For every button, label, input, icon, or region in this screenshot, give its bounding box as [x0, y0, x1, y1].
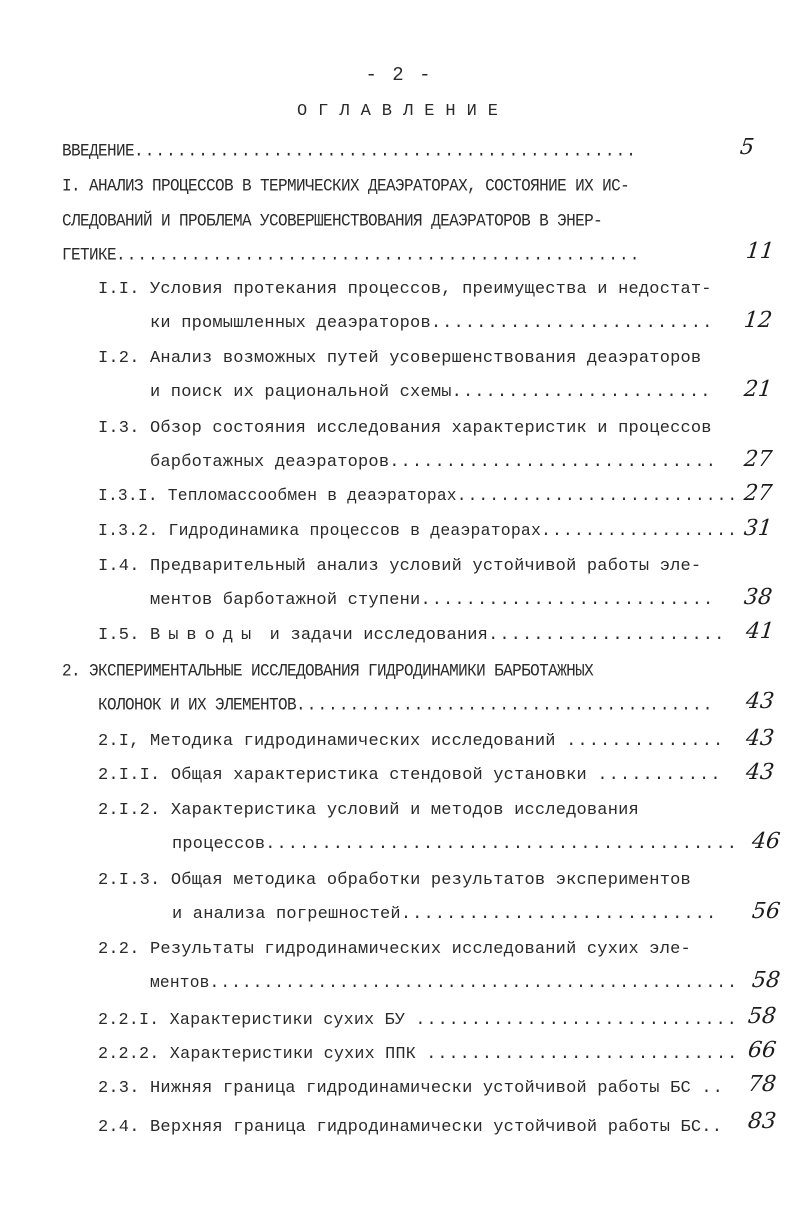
toc-section-number: 2.3. [98, 1079, 140, 1098]
toc-section-number: I.4. [98, 557, 140, 576]
toc-page-number: 58 [750, 968, 782, 993]
toc-title: ОГЛАВЛЕНИЕ [296, 102, 510, 121]
dot-leader: ......................... [430, 314, 714, 333]
toc-page-number: 5 [738, 135, 756, 160]
toc-entry-text: Общая методика обработки результатов экспериментов [170, 871, 691, 890]
toc-section-1-3-line2 [150, 452, 717, 474]
toc-entry-text: ВВЕДЕНИЕ [62, 140, 135, 162]
toc-section-2-2-2 [98, 1044, 738, 1066]
dot-leader: ............................................... [134, 140, 637, 162]
toc-page-number: 43 [744, 726, 776, 751]
toc-section-number: 2.I, [98, 732, 140, 751]
toc-section-1-2-line2 [150, 382, 712, 404]
dot-leader: ................................................. [209, 974, 738, 993]
toc-page-number: 21 [742, 377, 774, 402]
toc-section-2-1-3-line1 [98, 870, 691, 892]
toc-entry-text: Обзор состояния исследования характеристик и процессов [150, 419, 712, 438]
toc-page-number: 66 [746, 1038, 778, 1063]
toc-page-number: 38 [742, 585, 774, 610]
toc-section-2-2-line2 [150, 973, 738, 995]
toc-entry-text: Условия протекания процессов, преимущества и недостат- [150, 280, 712, 299]
dot-leader: ............................ [426, 1045, 739, 1064]
dot-leader: ................................................. [116, 244, 641, 266]
toc-section-1-1-line1 [98, 279, 712, 301]
toc-section-1-4-line2 [150, 590, 714, 612]
toc-entry-text: Характеристика условий и методов исследования [170, 801, 639, 820]
dot-leader: .. [701, 1079, 724, 1098]
toc-section-number: I.2. [98, 349, 140, 368]
toc-page-number: 58 [746, 1004, 778, 1029]
toc-section-number: 2.I.3. [98, 871, 161, 890]
dot-leader: ........... [597, 766, 722, 785]
toc-section-1-2-line1 [98, 348, 701, 370]
toc-section-1-3-1 [98, 486, 738, 508]
toc-section-number: 2.2.2. [98, 1045, 160, 1064]
toc-chapter-2-line1: 2. ЭКСПЕРИМЕНТАЛЬНЫЕ ИССЛЕДОВАНИЯ ГИДРОДИНАМИКИ БАРБОТАЖНЫХ [62, 660, 594, 682]
toc-entry-text: ментов [150, 974, 210, 993]
dot-leader: .................. [541, 522, 738, 541]
toc-entry-text: и анализа погрешностей [172, 905, 401, 924]
toc-entry-text: Анализ возможных путей усовершенствования деаэраторов [150, 349, 702, 368]
toc-entry-text: Верхняя граница гидродинамически устойчивой работы БС. [150, 1118, 712, 1137]
toc-section-1-5 [98, 625, 725, 647]
toc-entry-text: барботажных деаэраторов [150, 453, 390, 472]
toc-section-1-3-2 [98, 521, 738, 543]
page-number: - 2 - [365, 64, 433, 86]
toc-entry-text: Предварительный анализ условий устойчивой работы эле- [150, 557, 702, 576]
toc-entry-text: ментов барботажной ступени [150, 591, 421, 610]
toc-entry-text: Гидродинамика процессов в деаэраторах [168, 522, 542, 541]
toc-section-2-1 [98, 731, 724, 753]
toc-entry-text: ки промышленных деаэраторов [150, 314, 431, 333]
toc-page-number: 46 [750, 829, 782, 854]
toc-section-2-1-3-line2 [172, 904, 717, 926]
dot-leader: ............................. [415, 1011, 738, 1030]
toc-page-number: 78 [746, 1072, 778, 1097]
dot-leader: .......................... [456, 487, 739, 506]
toc-section-2-1-2-line1 [98, 800, 639, 822]
toc-page-number: 56 [750, 899, 782, 924]
toc-entry-text: Характеристики сухих ППК [169, 1045, 416, 1064]
toc-page-number: 27 [742, 447, 774, 472]
dot-leader: . [711, 1118, 724, 1137]
dot-leader: ............................ [400, 905, 718, 924]
toc-section-1-3-line1 [98, 418, 712, 440]
dot-leader: ............................. [389, 453, 717, 472]
toc-chapter-1-line3 [62, 243, 640, 268]
toc-entry-text: Тепломассообмен в деаэраторах [167, 487, 457, 506]
toc-section-1-4-line1 [98, 556, 701, 578]
toc-chapter-1-line2: СЛЕДОВАНИЙ И ПРОБЛЕМА УСОВЕРШЕНСТВОВАНИЯ ДЕАЭРАТОРОВ В ЭНЕР- [62, 210, 603, 232]
toc-entry-text: Нижняя граница гидродинамически устойчивой работы БС [150, 1079, 691, 1098]
toc-entry-intro [62, 139, 637, 164]
toc-entry-text: КОЛОНОК И ИХ ЭЛЕМЕНТОВ [98, 694, 297, 716]
toc-section-number: 2.4. [98, 1118, 140, 1137]
toc-section-number: I.3.2. [98, 522, 159, 541]
toc-section-number: 2.I.I. [98, 766, 161, 785]
toc-page-number: 43 [744, 689, 776, 714]
dot-leader: ....................................... [296, 694, 714, 716]
dot-leader: .......................... [420, 591, 715, 610]
toc-entry-text: Методика гидродинамических исследований [150, 732, 556, 751]
toc-entry-text: и поиск их рациональной схемы [150, 383, 452, 402]
toc-section-number: I.3. [98, 419, 140, 438]
toc-page-number: 27 [742, 481, 774, 506]
toc-page-number: 12 [742, 308, 774, 333]
toc-section-2-2-1 [98, 1010, 738, 1032]
toc-page-number: 41 [744, 619, 776, 644]
toc-entry-emphasis: Выводы [150, 626, 260, 645]
toc-section-2-1-1 [98, 765, 722, 787]
dot-leader: ....................... [451, 383, 712, 402]
toc-page-number: 11 [744, 239, 776, 264]
toc-entry-text: Общая характеристика стендовой установки [170, 766, 587, 785]
toc-section-2-2-line1 [98, 939, 691, 961]
toc-entry-text: Результаты гидродинамических исследований сухих эле- [150, 940, 691, 959]
toc-chapter-1-line1: I. АНАЛИЗ ПРОЦЕССОВ В ТЕРМИЧЕСКИХ ДЕАЭРАТОРАХ, СОСТОЯНИЕ ИХ ИС- [62, 175, 630, 197]
toc-page-number: 31 [742, 516, 774, 541]
toc-entry-text: ГЕТИКЕ [62, 244, 117, 266]
toc-section-1-1-line2 [150, 313, 713, 335]
toc-section-2-4 [98, 1117, 723, 1139]
toc-section-number: 2.2. [98, 940, 140, 959]
toc-section-2-1-2-line2 [172, 834, 738, 856]
dot-leader: ..................... [488, 626, 726, 645]
toc-chapter-2-line2 [98, 693, 713, 718]
dot-leader: .......................................... [265, 835, 739, 854]
toc-section-number: I.5. [98, 626, 140, 645]
toc-section-number: 2.I.2. [98, 801, 161, 820]
toc-section-number: I.I. [98, 280, 140, 299]
toc-page-number: 43 [744, 760, 776, 785]
toc-section-number: I.3.I. [98, 487, 158, 506]
toc-page-number: 83 [746, 1109, 778, 1134]
toc-section-number: 2.2.I. [98, 1011, 160, 1030]
toc-section-2-3 [98, 1078, 724, 1100]
toc-entry-text: и задачи исследования [269, 626, 489, 645]
toc-entry-text: процессов [172, 835, 266, 854]
dot-leader: .............. [566, 732, 725, 751]
toc-entry-text: Характеристики сухих БУ [169, 1011, 406, 1030]
